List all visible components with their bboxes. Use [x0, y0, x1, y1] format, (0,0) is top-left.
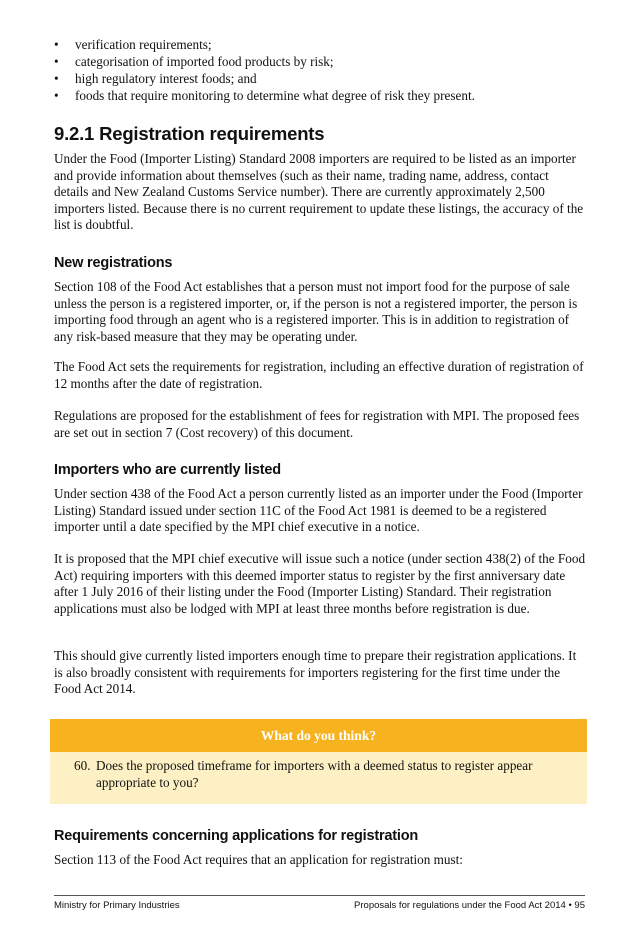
footer-left: Ministry for Primary Industries: [54, 900, 180, 911]
new-registrations-heading: New registrations: [54, 255, 173, 271]
applications-heading: Requirements concerning applications for registration: [54, 828, 419, 844]
currently-listed-paragraph: Under section 438 of the Food Act a person currently listed as an importer under the Food (Importer Listing) Standard issued under section 11C of the Food Act 1981 is deemed to be a registered importer until a date specified by the MPI chief executive in a notice.: [54, 486, 583, 535]
intro-paragraph: Under the Food (Importer Listing) Standard 2008 importers are required to be listed as an importer and provide information about themselves (such as their name, trading name, address, contact details and New Zealand Customs Service number). There are currently approximately 2,500 importers listed. Because there is no current requirement to update these listings, the accuracy of the list is doubtful.: [54, 151, 584, 233]
new-registrations-paragraph: The Food Act sets the requirements for registration, including an effective duration of registration of 12 months after the date of registration.: [54, 359, 584, 391]
what-do-you-think-box: [50, 719, 587, 804]
new-registrations-paragraph: Section 108 of the Food Act establishes that a person must not import food for the purpose of sale unless the person is a registered importer, or, if the person is not a registered importer, the person is importing food through an agent who is a registered importer. This is in addition to registration of any risk-based measure that they may be operating under.: [54, 279, 578, 344]
bullet-item: • categorisation of imported food products by risk;: [54, 54, 334, 69]
what-do-you-think-title: What do you think?: [50, 719, 587, 752]
question-item: [74, 757, 574, 791]
bullet-icon: •: [54, 37, 59, 52]
currently-listed-heading: Importers who are currently listed: [54, 462, 281, 478]
section-heading: 9.2.1 Registration requirements: [54, 123, 325, 144]
bullet-icon: •: [54, 54, 59, 69]
bullet-item: • foods that require monitoring to determine what degree of risk they present.: [54, 88, 475, 103]
bullet-list: [54, 36, 594, 104]
footer-right: Proposals for regulations under the Food Act 2014 • 95: [354, 900, 585, 911]
currently-listed-paragraph: It is proposed that the MPI chief executive will issue such a notice (under section 438(2) of the Food Act) requiring importers with this deemed importer status to register by the first anniversary date after 1 July 2016 of their listing under the Food (Importer Listing) Standard. Their registration applications must also be lodged with MPI at least three months before registration is due.: [54, 551, 586, 616]
applications-paragraph: Section 113 of the Food Act requires that an application for registration must:: [54, 852, 463, 867]
currently-listed-paragraph: This should give currently listed importers enough time to prepare their registration applications. It is also broadly consistent with requirements for importers registering for the first time under the Food Act 2014.: [54, 648, 577, 697]
new-registrations-paragraph: Regulations are proposed for the establishment of fees for registration with MPI. The proposed fees are set out in section 7 (Cost recovery) of this document.: [54, 408, 580, 440]
question-number: 60.: [74, 758, 91, 773]
bullet-item: • high regulatory interest foods; and: [54, 71, 257, 86]
question-text: Does the proposed timeframe for importers with a deemed status to register appear appropriate to you?: [96, 758, 533, 790]
bullet-icon: •: [54, 71, 59, 86]
bullet-icon: •: [54, 88, 59, 103]
footer-divider: [54, 895, 585, 896]
bullet-item: • verification requirements;: [54, 37, 212, 52]
